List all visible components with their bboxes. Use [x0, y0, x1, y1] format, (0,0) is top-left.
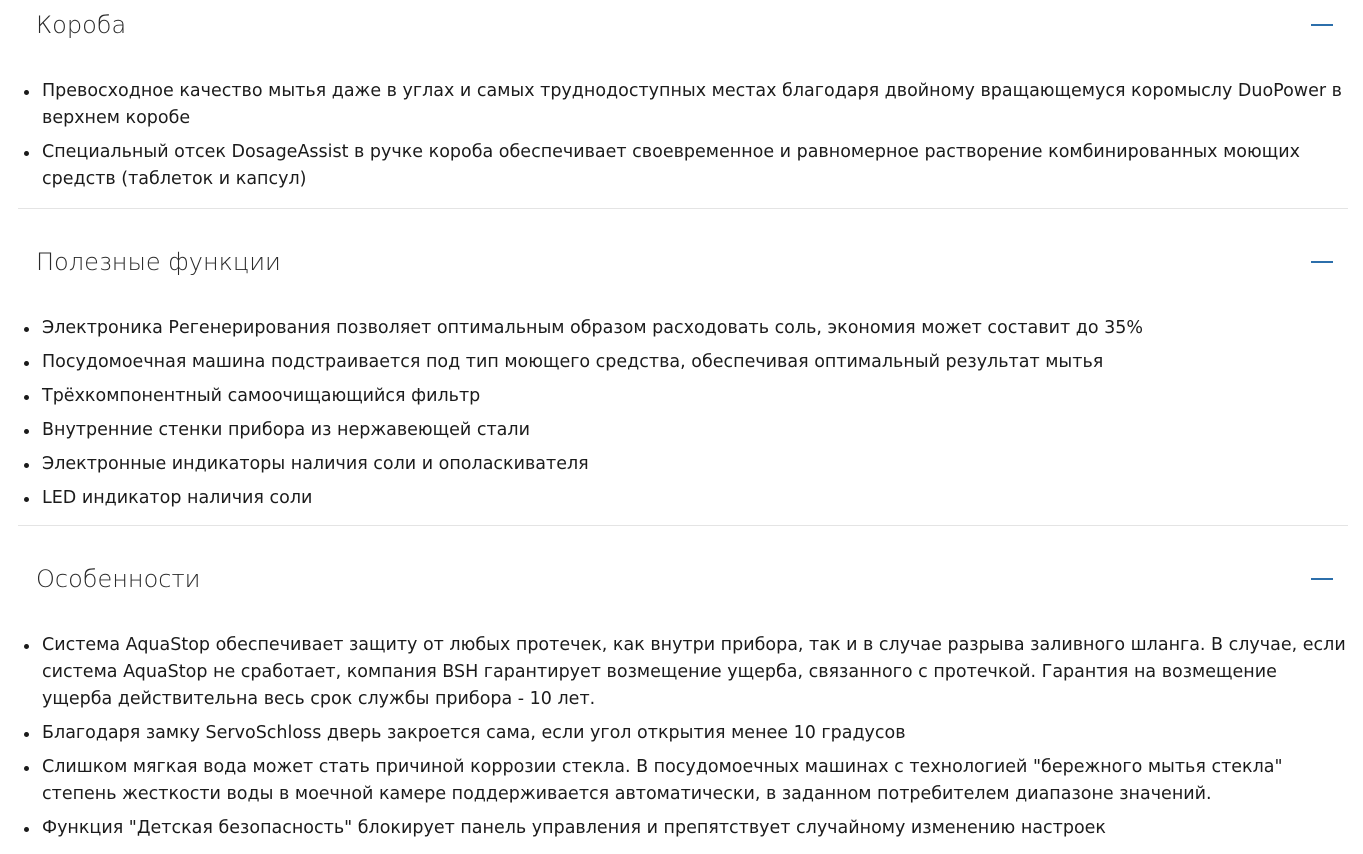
bullet-icon — [24, 327, 29, 332]
divider — [18, 208, 1348, 209]
bullet-icon — [24, 395, 29, 400]
list-item — [0, 78, 1363, 132]
bullet-icon — [24, 361, 29, 366]
bullet-icon — [24, 151, 29, 156]
bullet-icon — [24, 429, 29, 434]
minus-icon[interactable] — [1311, 261, 1333, 263]
list-item-text: Превосходное качество мытья даже в углах и самых труднодоступных местах благодаря двойному вращающемуся коромыслу DuoPower в верхнем коробе — [42, 81, 1342, 128]
list-item-text: Внутренние стенки прибора из нержавеющей стали — [42, 420, 530, 440]
list-item — [0, 485, 1363, 512]
list-item-text: Трёхкомпонентный самоочищающийся фильтр — [42, 386, 481, 406]
list-item — [0, 632, 1363, 713]
feature-list — [0, 315, 1363, 519]
list-item — [0, 754, 1363, 808]
list-item — [0, 383, 1363, 410]
section-features-header[interactable] — [0, 554, 1363, 604]
feature-list — [0, 78, 1363, 200]
list-item-text: Слишком мягкая вода может стать причиной коррозии стекла. В посудомоечных машинах с технологией "бережного мытья стекла" степень жесткости воды в моечной камере поддерживается автоматически, в заданном потребителем диапазоне значений. — [42, 757, 1283, 804]
list-item — [0, 451, 1363, 478]
list-item-text: Специальный отсек DosageAssist в ручке короба обеспечивает своевременное и равномерное растворение комбинированных моющих средств (таблеток и капсул) — [42, 142, 1300, 189]
bullet-icon — [24, 732, 29, 737]
feature-list — [0, 632, 1363, 849]
list-item-text: Посудомоечная машина подстраивается под тип моющего средства, обеспечивая оптимальный результат мытья — [42, 352, 1104, 372]
bullet-icon — [24, 90, 29, 95]
list-item-text: LED индикатор наличия соли — [42, 488, 313, 508]
bullet-icon — [24, 766, 29, 771]
section-useful-functions-header[interactable] — [0, 237, 1363, 287]
list-item — [0, 720, 1363, 747]
list-item — [0, 349, 1363, 376]
section-boxes-header[interactable] — [0, 0, 1363, 50]
list-item-text: Благодаря замку ServoSchloss дверь закроется сама, если угол открытия менее 10 градусов — [42, 723, 906, 743]
bullet-icon — [24, 827, 29, 832]
bullet-icon — [24, 644, 29, 649]
minus-icon[interactable] — [1311, 578, 1333, 580]
list-item — [0, 315, 1363, 342]
section-title: Короба — [36, 11, 127, 39]
list-item — [0, 417, 1363, 444]
list-item — [0, 815, 1363, 842]
list-item-text: Электроника Регенерирования позволяет оптимальным образом расходовать соль, экономия может составит до 35% — [42, 318, 1143, 338]
bullet-icon — [24, 463, 29, 468]
list-item — [0, 139, 1363, 193]
divider — [18, 525, 1348, 526]
bullet-icon — [24, 497, 29, 502]
list-item-text: Функция "Детская безопасность" блокирует панель управления и препятствует случайному изменению настроек — [42, 818, 1106, 838]
section-title: Полезные функции — [36, 248, 281, 276]
list-item-text: Электронные индикаторы наличия соли и ополаскивателя — [42, 454, 589, 474]
list-item-text: Система AquaStop обеспечивает защиту от любых протечек, как внутри прибора, так и в случае разрыва заливного шланга. В случае, если система AquaStop не сработает, компания BSH гарантирует возмещение ущерба, связанного с протечкой. Гарантия на возмещение ущерба действительна весь срок службы прибора - 10 лет. — [42, 635, 1346, 709]
minus-icon[interactable] — [1311, 24, 1333, 26]
section-title: Особенности — [36, 565, 201, 593]
